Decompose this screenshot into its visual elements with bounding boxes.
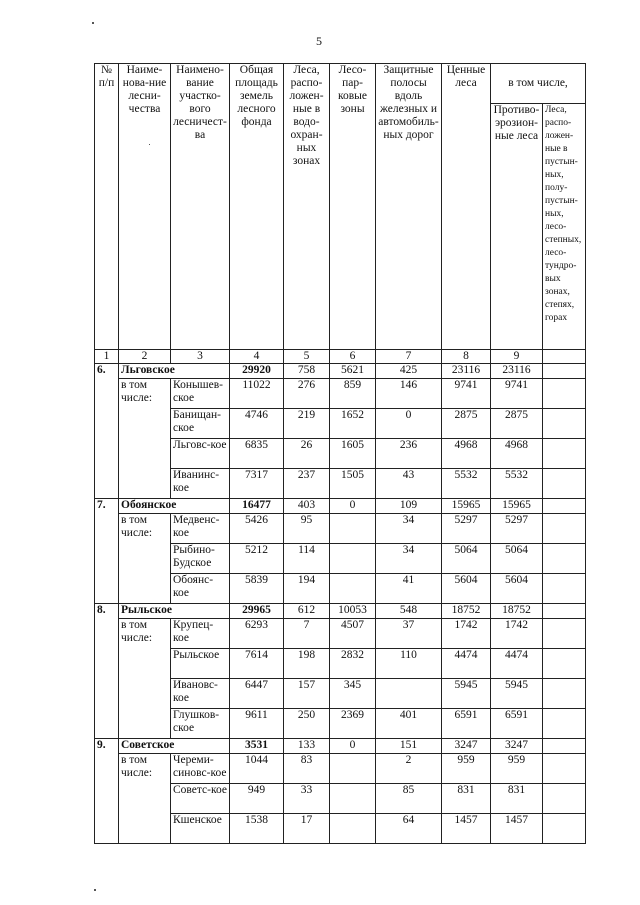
district-value xyxy=(376,679,442,709)
district-row xyxy=(95,754,586,784)
total-value: 612 xyxy=(284,604,330,619)
total-value: 15965 xyxy=(491,499,543,514)
district-value: 1457 xyxy=(491,814,543,844)
empty-cell xyxy=(543,814,586,844)
district-value: 146 xyxy=(376,379,442,409)
district-name: Иванинс-кое xyxy=(171,469,230,499)
district-name: Рыльское xyxy=(171,649,230,679)
district-value: 1652 xyxy=(330,409,376,439)
district-value: 0 xyxy=(376,409,442,439)
district-name: Советс-кое xyxy=(171,784,230,814)
district-value: 859 xyxy=(330,379,376,409)
empty-cell xyxy=(543,544,586,574)
empty-cell xyxy=(543,709,586,739)
district-value: 43 xyxy=(376,469,442,499)
incl-label: в том числе: xyxy=(119,619,171,739)
total-value: 3247 xyxy=(491,739,543,754)
header-protective-strips: Защитные полосы вдоль железных и автомобиль-ных дорог xyxy=(376,64,442,350)
total-value: 3247 xyxy=(442,739,491,754)
total-value: 29965 xyxy=(230,604,284,619)
header-district: Наимено-вание участко-вого лесничест-ва xyxy=(171,64,230,350)
district-name: Кшенское xyxy=(171,814,230,844)
column-number: 5 xyxy=(284,350,330,364)
forestry-total-row xyxy=(95,364,586,379)
district-value xyxy=(330,754,376,784)
incl-label: в том числе: xyxy=(119,379,171,499)
empty-cell xyxy=(543,604,586,619)
district-value: 5297 xyxy=(442,514,491,544)
district-value: 4968 xyxy=(442,439,491,469)
empty-cell xyxy=(543,409,586,439)
forestry-name: Обоянское xyxy=(119,499,230,514)
district-value: 110 xyxy=(376,649,442,679)
district-name: Рыбино-Будское xyxy=(171,544,230,574)
district-value: 9741 xyxy=(491,379,543,409)
column-number: 1 xyxy=(95,350,119,364)
district-value: 5839 xyxy=(230,574,284,604)
district-value: 37 xyxy=(376,619,442,649)
district-name: Обоянс-кое xyxy=(171,574,230,604)
district-name: Глушков-ское xyxy=(171,709,230,739)
empty-cell xyxy=(543,784,586,814)
empty-cell xyxy=(543,514,586,544)
district-row xyxy=(95,514,586,544)
forestry-table xyxy=(94,63,586,844)
forestry-name: Рыльское xyxy=(119,604,230,619)
district-value: 1742 xyxy=(442,619,491,649)
district-value: 959 xyxy=(442,754,491,784)
district-value: 64 xyxy=(376,814,442,844)
empty-cell xyxy=(543,754,586,784)
empty-cell xyxy=(543,679,586,709)
header-total-area: Общая площадь земель лесного фонда xyxy=(230,64,284,350)
header-valuable: Ценные леса xyxy=(442,64,491,350)
row-number-spacer xyxy=(95,379,119,499)
district-value xyxy=(330,544,376,574)
district-value: 831 xyxy=(491,784,543,814)
total-value: 758 xyxy=(284,364,330,379)
total-value: 18752 xyxy=(491,604,543,619)
total-value: 18752 xyxy=(442,604,491,619)
district-value: 6591 xyxy=(491,709,543,739)
district-value: 34 xyxy=(376,544,442,574)
district-value: 83 xyxy=(284,754,330,784)
forestry-name: Советское xyxy=(119,739,230,754)
column-number: 2 xyxy=(119,350,171,364)
district-value: 2369 xyxy=(330,709,376,739)
district-value: 6591 xyxy=(442,709,491,739)
column-number: 9 xyxy=(491,350,543,364)
district-value: 5532 xyxy=(491,469,543,499)
district-value: 2875 xyxy=(442,409,491,439)
column-number: 3 xyxy=(171,350,230,364)
district-value: 5212 xyxy=(230,544,284,574)
district-value: 2875 xyxy=(491,409,543,439)
header-in-total: в том числе, xyxy=(491,64,586,104)
district-name: Ивановс-кое xyxy=(171,679,230,709)
row-number-spacer xyxy=(95,514,119,604)
total-value: 0 xyxy=(330,739,376,754)
district-value: 33 xyxy=(284,784,330,814)
district-value: 114 xyxy=(284,544,330,574)
total-value: 15965 xyxy=(442,499,491,514)
header-anti-erosion: Противо-эрозион-ные леса xyxy=(491,104,543,350)
district-value: 5604 xyxy=(491,574,543,604)
row-number: 7. xyxy=(95,499,119,514)
total-value: 0 xyxy=(330,499,376,514)
column-number xyxy=(543,350,586,364)
total-value: 29920 xyxy=(230,364,284,379)
district-value: 4507 xyxy=(330,619,376,649)
district-value: 198 xyxy=(284,649,330,679)
district-value: 6447 xyxy=(230,679,284,709)
column-number: 4 xyxy=(230,350,284,364)
district-value: 5064 xyxy=(491,544,543,574)
empty-cell xyxy=(543,619,586,649)
district-value: 831 xyxy=(442,784,491,814)
district-value: 1538 xyxy=(230,814,284,844)
district-value: 2832 xyxy=(330,649,376,679)
district-value: 5064 xyxy=(442,544,491,574)
district-value: 5297 xyxy=(491,514,543,544)
total-value: 403 xyxy=(284,499,330,514)
empty-cell xyxy=(543,379,586,409)
district-value: 4474 xyxy=(442,649,491,679)
district-value: 959 xyxy=(491,754,543,784)
district-value xyxy=(330,514,376,544)
header-deserts: Леса, распо-ложен-ные в пустын-ных, полу-пустын-ных, лесо-степных, лесо-тундро-вых зонах, степях, горах xyxy=(543,104,586,350)
district-value: 2 xyxy=(376,754,442,784)
district-value xyxy=(330,574,376,604)
district-value: 1605 xyxy=(330,439,376,469)
district-value: 1044 xyxy=(230,754,284,784)
district-value: 7 xyxy=(284,619,330,649)
district-name: Льговс-кое xyxy=(171,439,230,469)
district-value: 250 xyxy=(284,709,330,739)
district-value: 11022 xyxy=(230,379,284,409)
district-value: 949 xyxy=(230,784,284,814)
column-number: 6 xyxy=(330,350,376,364)
district-value: 4474 xyxy=(491,649,543,679)
forestry-total-row xyxy=(95,739,586,754)
total-value: 5621 xyxy=(330,364,376,379)
forestry-total-row xyxy=(95,604,586,619)
district-value: 9741 xyxy=(442,379,491,409)
incl-label: в том числе: xyxy=(119,754,171,844)
district-value: 4968 xyxy=(491,439,543,469)
district-value: 6835 xyxy=(230,439,284,469)
district-value: 34 xyxy=(376,514,442,544)
district-name: Крупец-кое xyxy=(171,619,230,649)
district-value xyxy=(330,784,376,814)
district-value: 6293 xyxy=(230,619,284,649)
row-number-spacer xyxy=(95,619,119,739)
total-value: 109 xyxy=(376,499,442,514)
total-value: 425 xyxy=(376,364,442,379)
scan-speck xyxy=(94,889,96,891)
total-value: 16477 xyxy=(230,499,284,514)
row-number: 6. xyxy=(95,364,119,379)
district-value: 1742 xyxy=(491,619,543,649)
forestry-total-row xyxy=(95,499,586,514)
district-value: 5532 xyxy=(442,469,491,499)
district-value xyxy=(330,814,376,844)
row-number: 9. xyxy=(95,739,119,754)
header-water-protection: Леса, распо-ложен-ные в водо-охран-ных зонах xyxy=(284,64,330,350)
district-value: 41 xyxy=(376,574,442,604)
total-value: 133 xyxy=(284,739,330,754)
column-number: 7 xyxy=(376,350,442,364)
district-value: 4746 xyxy=(230,409,284,439)
empty-cell xyxy=(543,649,586,679)
empty-cell xyxy=(543,574,586,604)
column-number: 8 xyxy=(442,350,491,364)
district-value: 5945 xyxy=(442,679,491,709)
total-value: 10053 xyxy=(330,604,376,619)
total-value: 548 xyxy=(376,604,442,619)
district-value: 85 xyxy=(376,784,442,814)
district-value: 157 xyxy=(284,679,330,709)
header-forest-park: Лесо-пар-ковые зоны xyxy=(330,64,376,350)
district-value: 219 xyxy=(284,409,330,439)
total-value: 23116 xyxy=(491,364,543,379)
header-num: № п/п xyxy=(95,64,119,350)
district-value: 26 xyxy=(284,439,330,469)
empty-cell xyxy=(543,439,586,469)
total-value: 23116 xyxy=(442,364,491,379)
district-value: 401 xyxy=(376,709,442,739)
district-value: 236 xyxy=(376,439,442,469)
district-name: Череми-синовс-кое xyxy=(171,754,230,784)
district-name: Медвенс-кое xyxy=(171,514,230,544)
row-number: 8. xyxy=(95,604,119,619)
header-forestry: Наиме-нова-ние лесни-чества xyxy=(119,64,171,350)
district-value: 237 xyxy=(284,469,330,499)
district-row xyxy=(95,619,586,649)
district-value: 17 xyxy=(284,814,330,844)
district-value: 7614 xyxy=(230,649,284,679)
district-value: 194 xyxy=(284,574,330,604)
empty-cell xyxy=(543,739,586,754)
district-value: 345 xyxy=(330,679,376,709)
forestry-name: Льговское xyxy=(119,364,230,379)
row-number-spacer xyxy=(95,754,119,844)
district-value: 95 xyxy=(284,514,330,544)
district-value: 276 xyxy=(284,379,330,409)
district-value: 5426 xyxy=(230,514,284,544)
page-number: 5 xyxy=(316,34,322,48)
scan-speck xyxy=(92,22,94,24)
empty-cell xyxy=(543,469,586,499)
district-value: 1457 xyxy=(442,814,491,844)
empty-cell xyxy=(543,364,586,379)
district-value: 7317 xyxy=(230,469,284,499)
total-value: 151 xyxy=(376,739,442,754)
district-row xyxy=(95,379,586,409)
district-name: Банищан-ское xyxy=(171,409,230,439)
total-value: 3531 xyxy=(230,739,284,754)
incl-label: в том числе: xyxy=(119,514,171,604)
district-value: 9611 xyxy=(230,709,284,739)
district-value: 5945 xyxy=(491,679,543,709)
district-value: 5604 xyxy=(442,574,491,604)
empty-cell xyxy=(543,499,586,514)
district-name: Конышев-ское xyxy=(171,379,230,409)
district-value: 1505 xyxy=(330,469,376,499)
